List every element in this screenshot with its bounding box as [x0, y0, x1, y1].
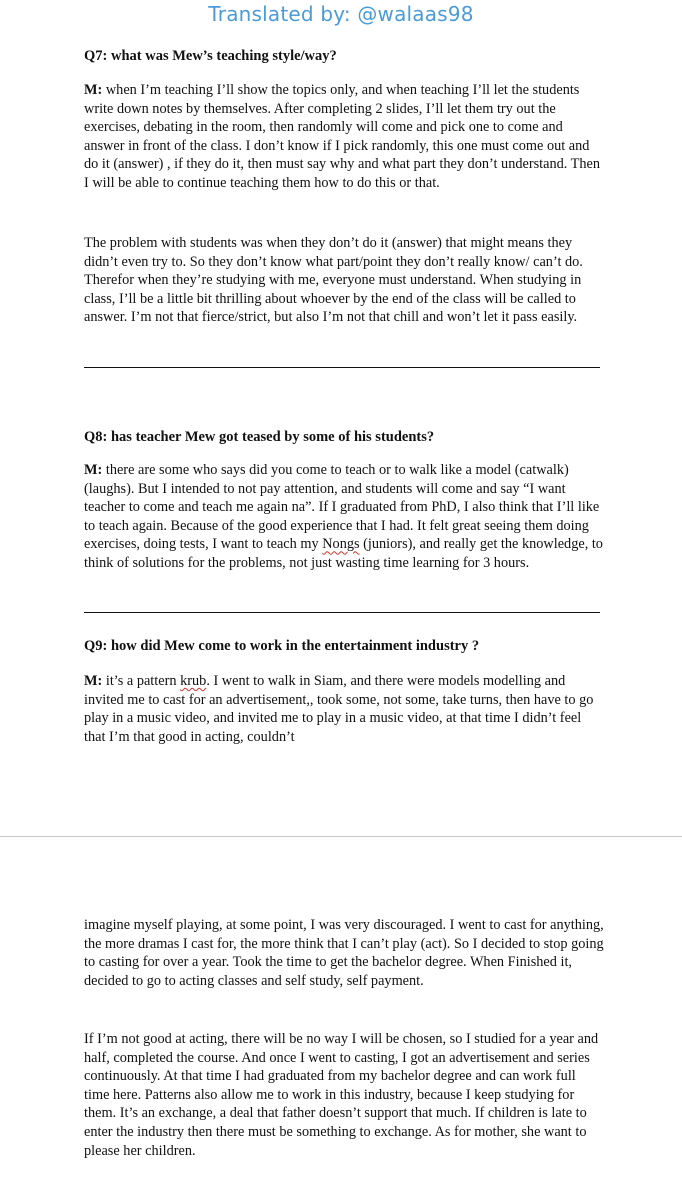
speaker-label: M:	[84, 82, 103, 98]
q9-answer-text-end: . I went to walk in Siam, and there were models modelling and invited me to cast for an advertisement,, took some, not some, take turns, then have to go play in a music video, and invited me to play in a music video, at that time I didn’t feel that I’m that good in acting, couldn’t	[84, 673, 594, 745]
page2-paragraph-2: If I’m not good at acting, there will be no way I will be chosen, so I studied for a year and half, completed the course. And once I went to casting, I got an advertisement and series continuously. At that time I had graduated from my bachelor degree and can work full time here. Patterns also allow me to work in this industry, because I keep studying for them. It’s an exchange, a deal that father doesn’t support that much. If children is late to enter the industry then there must be something to exchange. As for mother, she want to please her children.	[84, 1031, 599, 1159]
q9-answer-text: it’s a pattern	[105, 673, 177, 689]
speaker-label: M:	[84, 462, 103, 478]
page2-paragraph-1: imagine myself playing, at some point, I was very discouraged. I went to cast for anything, the more dramas I cast for, the more think that I can’t play (act). So I decided to stop going to casting for over a year. Took the time to get the bachelor degree. When Finished it, decided to go to acting classes and self study, self payment.	[84, 917, 604, 989]
q9-answer	[84, 672, 604, 746]
translator-credit: Translated by: @walaas98	[208, 2, 474, 26]
q8-answer-text: there are some who says did you come to teach or to walk like a model (catwalk) (laughs). But I intended to not pay attention, and students will come and say “I want teacher to come and teach me again na”. If I graduated from PhD, I also think that I’ll like to teach again. Because of the good experience that I had. It felt great seeing them doing exercises, doing tests, I want to teach my	[84, 462, 600, 553]
q7-answer-1-text: when I’m teaching I’ll show the topics only, and when teaching I’ll let the students write down notes by themselves. After completing 2 slides, I’ll let them try out the exercises, debating in the room, then randomly will come and pick one to come and answer in front of the class. I don’t know if I pick randomly, this one must come out and do it (answer) , if they do it, then must say why and what part they don’t understand. Then I will be able to continue teaching them how to do this or that.	[84, 82, 601, 191]
section-divider	[84, 367, 600, 368]
q9-question: Q9: how did Mew come to work in the entertainment industry ?	[84, 638, 480, 654]
krub-word: krub	[180, 673, 207, 689]
page-break-line	[0, 836, 682, 837]
speaker-label: M:	[84, 673, 103, 689]
q8-answer	[84, 461, 604, 573]
q7-question: Q7: what was Mew’s teaching style/way?	[84, 48, 337, 64]
section-divider	[84, 612, 600, 613]
q7-answer-1	[84, 81, 604, 193]
q7-answer-2: The problem with students was when they don’t do it (answer) that might means they didn’t even try to. So they don’t know what part/point they don’t really know/ can’t do. Therefor when they’re studying with me, everyone must understand. When studying in class, I’ll be a little bit thrilling about whoever by the end of the class will be called to answer. I’m not that fierce/strict, but also I’m not that chill and won’t let it pass easily.	[84, 235, 583, 326]
q8-question: Q8: has teacher Mew got teased by some of his students?	[84, 429, 435, 445]
nongs-word: Nongs	[322, 536, 360, 553]
q8-answer-text-end: (juniors), and really get the knowledge, to think of solutions for the problems, not just wasting time learning for 3 hours.	[84, 536, 603, 571]
